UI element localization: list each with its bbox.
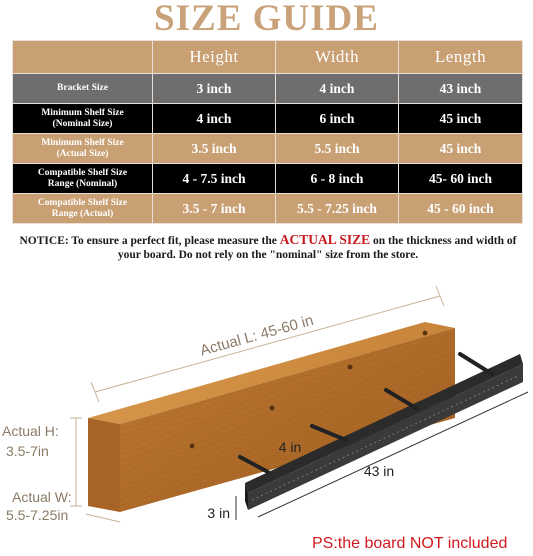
page-title: SIZE GUIDE xyxy=(154,0,379,39)
cell-width: 4 inch xyxy=(276,74,399,104)
row-label: Compatible Shelf Size Range (Actual) xyxy=(13,194,153,224)
length-label: Actual L: 45-60 in xyxy=(198,311,316,360)
cell-height: 4 - 7.5 inch xyxy=(153,164,276,194)
width-label-line2: 5.5-7.25in xyxy=(6,507,69,523)
table-row xyxy=(13,104,523,134)
cell-length: 45 inch xyxy=(399,134,523,164)
board-not-included-note: PS:the board NOT included xyxy=(312,535,508,552)
row-label: Minimum Shelf Size (Nominal Size) xyxy=(13,104,153,134)
table-header-row xyxy=(13,41,523,74)
cell-height: 3.5 - 7 inch xyxy=(153,194,276,224)
table-row xyxy=(13,164,523,194)
size-guide-table xyxy=(12,40,523,224)
header-corner-cell xyxy=(13,41,153,74)
cell-height: 3.5 inch xyxy=(153,134,276,164)
row-label: Compatible Shelf Size Range (Nominal) xyxy=(13,164,153,194)
rod-length-label: 4 in xyxy=(278,439,302,455)
row-label: Bracket Size xyxy=(13,74,153,104)
cell-width: 5.5 - 7.25 inch xyxy=(276,194,399,224)
cell-length: 45 - 60 inch xyxy=(399,194,523,224)
table-row xyxy=(13,74,523,104)
height-label-line2: 3.5-7in xyxy=(6,443,49,459)
height-label-line1: Actual H: xyxy=(2,423,59,439)
table-row xyxy=(13,134,523,164)
cell-length: 45- 60 inch xyxy=(399,164,523,194)
width-label-line1: Actual W: xyxy=(12,489,72,505)
table-row xyxy=(13,194,523,224)
bracket-length-label: 43 in xyxy=(363,463,395,479)
cell-length: 43 inch xyxy=(399,74,523,104)
row-label: Minimum Shelf Size (Actual Size) xyxy=(13,134,153,164)
header-width: Width xyxy=(276,41,399,74)
cell-width: 5.5 inch xyxy=(276,134,399,164)
notice-highlight: ACTUAL SIZE xyxy=(279,232,371,247)
cell-width: 6 - 8 inch xyxy=(276,164,399,194)
bracket-height-label: 3 in xyxy=(207,505,230,521)
header-length: Length xyxy=(399,41,523,74)
shelf-diagram xyxy=(0,270,533,535)
cell-width: 6 inch xyxy=(276,104,399,134)
cell-height: 4 inch xyxy=(153,104,276,134)
notice-text: NOTICE: To ensure a perfect fit, please measure the ACTUAL SIZE on the thickness and width of your board. Do not rely on the "nominal" size from the store. xyxy=(19,232,517,261)
cell-length: 45 inch xyxy=(399,104,523,134)
bracket-height-dimension xyxy=(207,496,236,521)
header-height: Height xyxy=(153,41,276,74)
cell-height: 3 inch xyxy=(153,74,276,104)
